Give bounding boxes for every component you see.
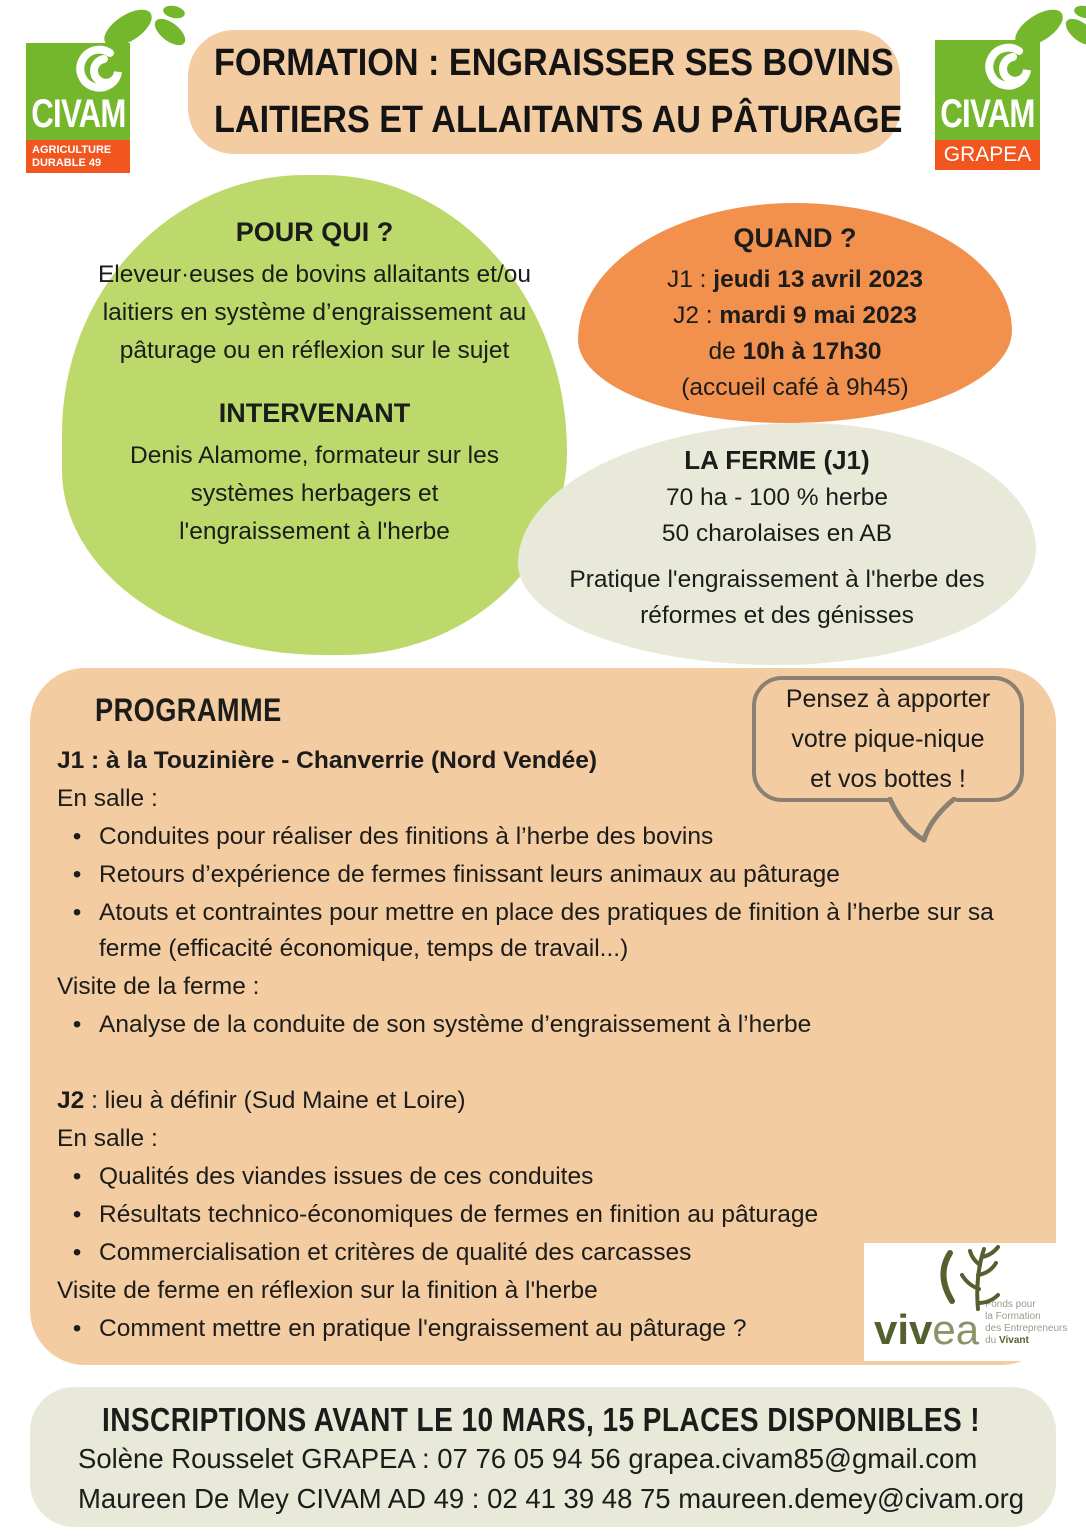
pour-qui-blob <box>62 175 567 655</box>
title-line-1: FORMATION : ENGRAISSER SES BOVINS <box>214 42 894 84</box>
quand-line-3: de 10h à 17h30 <box>708 338 882 365</box>
vivea-wordmark: vivea <box>874 1306 980 1353</box>
grapea-label: GRAPEA <box>935 140 1040 170</box>
j1-en-salle-label: En salle : <box>57 785 158 812</box>
j2-bullet-1: • Qualités des viandes issues de ces conduites <box>55 1159 1015 1195</box>
j1-visite-bullet: • Analyse de la conduite de son système d’engraissement à l’herbe <box>55 1007 1015 1043</box>
j1-bullet-3: • Atouts et contraintes pour mettre en place des pratiques de finition à l’herbe sur sa ferme (efficacité économique, temps de travail...) <box>55 895 1015 967</box>
quand-line-2: J2 : mardi 9 mai 2023 <box>673 302 917 329</box>
ferme-line-2: 50 charolaises en AB <box>661 520 893 547</box>
swirl-icon <box>74 45 126 97</box>
j1-bullet-1: • Conduites pour réaliser des finitions à l’herbe des bovins <box>55 819 1015 855</box>
j2-visite-label: Visite de ferme en réflexion sur la finition à l'herbe <box>57 1277 598 1304</box>
j2-bullet-2: • Résultats technico-économiques de fermes en finition au pâturage <box>55 1197 1015 1233</box>
bubble-line-3: et vos bottes ! <box>810 765 966 793</box>
civam49-logo <box>26 0 176 175</box>
ferme-line-3: Pratique l'engraissement à l'herbe des réformes et des génisses <box>569 566 985 629</box>
contact-line-1: Solène Rousselet GRAPEA : 07 76 05 94 56 grapea.civam85@gmail.com <box>78 1443 978 1474</box>
ferme-blob <box>518 423 1036 665</box>
title-banner <box>188 30 903 154</box>
civam49-wordmark: CIVAM <box>30 92 126 136</box>
inscription-panel <box>30 1387 1056 1527</box>
intervenant-body: Denis Alamome, formateur sur les systèmes herbagers et l'engraissement à l'herbe <box>130 442 499 545</box>
j1-title: J1 : à la Touzinière - Chanverrie (Nord Vendée) <box>57 747 598 774</box>
quand-line-1: J1 : jeudi 13 avril 2023 <box>666 266 924 293</box>
vivea-branch-icon <box>930 1245 1010 1311</box>
grapea-logo-square <box>935 40 1040 140</box>
title-line-2: LAITIERS ET ALLAITANTS AU PÂTURAGE <box>214 99 903 141</box>
pour-qui-body: Eleveur·euses de bovins allaitants et/ou laitiers en système d’engraissement au pâturage ou en réflexion sur le sujet <box>97 261 532 364</box>
vivea-tagline: Fonds pour la Formation des Entrepreneurs du Vivant <box>985 1299 1068 1346</box>
ferme-line-1: 70 ha - 100 % herbe <box>665 484 889 511</box>
quand-line-4: (accueil café à 9h45) <box>681 374 909 401</box>
j2-visite-bullet: • Comment mettre en pratique l'engraissement au pâturage ? <box>55 1311 1015 1347</box>
j2-en-salle-label: En salle : <box>57 1125 158 1152</box>
j1-visite-label: Visite de la ferme : <box>57 973 260 1000</box>
grapea-wordmark: CIVAM <box>940 92 1035 136</box>
section-spacer <box>55 1045 1028 1083</box>
vivea-logo <box>864 1243 1086 1361</box>
programme-heading: PROGRAMME <box>95 692 282 728</box>
j1-bullet-2: • Retours d’expérience de fermes finissant leurs animaux au pâturage <box>55 857 1015 893</box>
j2-bullet-3: • Commercialisation et critères de qualité des carcasses <box>55 1235 1015 1271</box>
contact-line-2: Maureen De Mey CIVAM AD 49 : 02 41 39 48 75 maureen.demey@civam.org <box>78 1483 1025 1514</box>
inscription-heading: INSCRIPTIONS AVANT LE 10 MARS, 15 PLACES DISPONIBLES ! <box>102 1401 981 1438</box>
bubble-line-1: Pensez à apporter <box>785 685 991 713</box>
bubble-line-2: votre pique-nique <box>791 725 985 753</box>
civam49-logo-square <box>26 43 130 140</box>
pour-qui-heading: POUR QUI ? <box>235 217 394 247</box>
reminder-bubble <box>752 676 1024 802</box>
swirl-icon <box>983 43 1035 95</box>
grapea-logo <box>935 0 1085 175</box>
intervenant-heading: INTERVENANT <box>218 398 411 428</box>
quand-heading: QUAND ? <box>733 223 857 253</box>
agriculture-durable-label: AGRICULTURE DURABLE 49 <box>26 140 130 173</box>
sprout-icon <box>86 2 196 47</box>
bubble-tail-icon <box>880 797 980 843</box>
ferme-heading: LA FERME (J1) <box>684 445 870 475</box>
j2-title: J2 : lieu à définir (Sud Maine et Loire) <box>57 1087 466 1114</box>
quand-blob <box>578 203 1012 423</box>
